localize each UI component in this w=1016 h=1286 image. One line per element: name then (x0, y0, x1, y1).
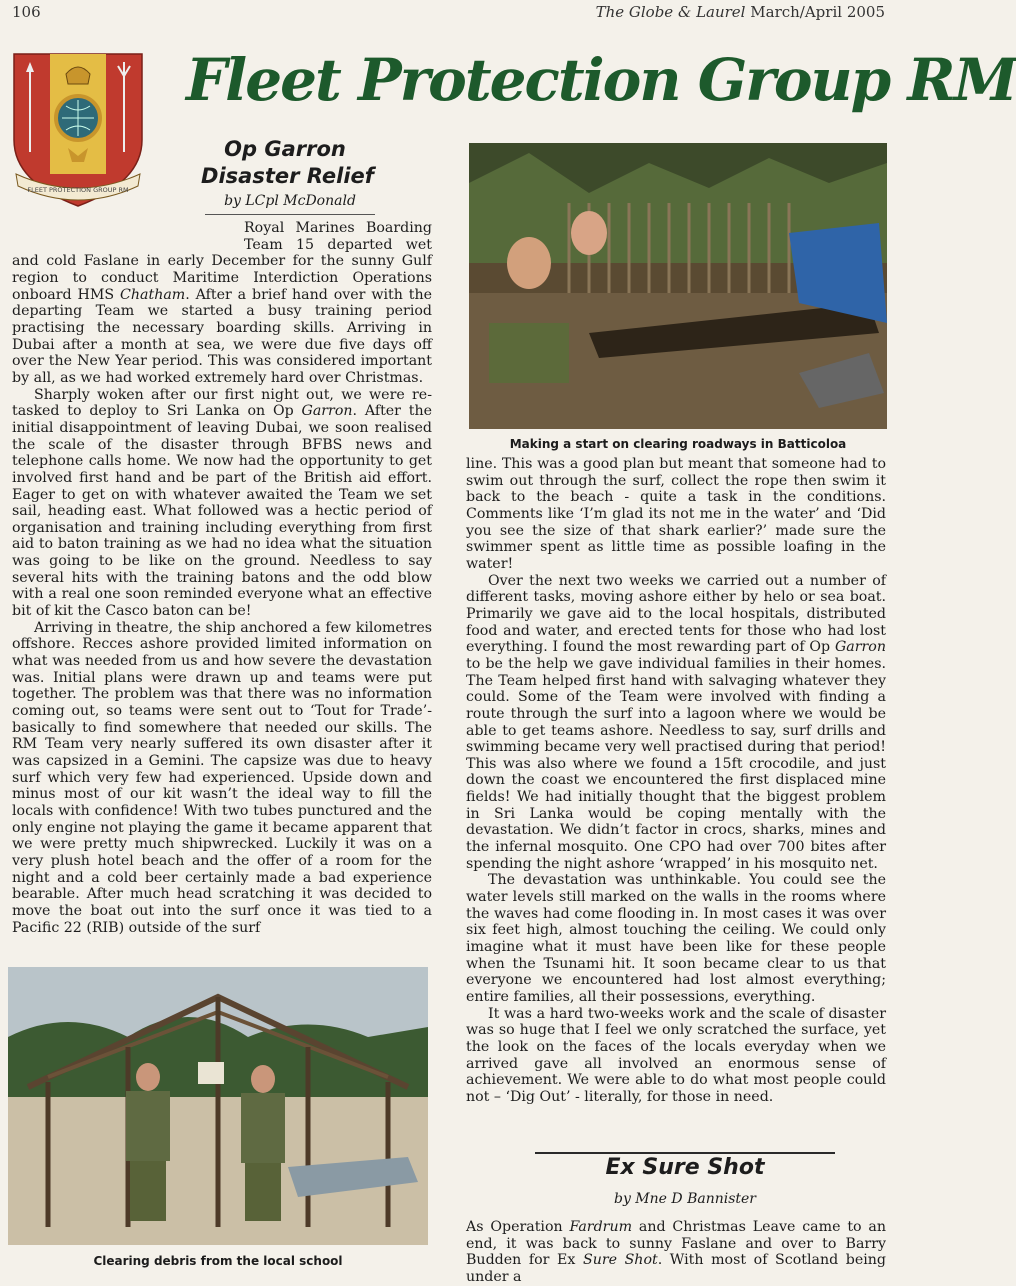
ex-sure-shot-byline: by Mne D Bannister (613, 1191, 757, 1207)
paragraph-6: It was a hard two-weeks work and the scale of disaster was so huge that I feel we only scratched the surface, yet the look on the faces of the locals everyday when we arrived gave all involved an enormous sense of achievement. We were able to do what most people could not – ‘Dig Out’ - literally, for those in need. (466, 1005, 886, 1105)
exercise-name: Sure Shot (582, 1252, 658, 1269)
byline-rule (205, 214, 375, 215)
publication-title: The Globe & Laurel (595, 3, 746, 21)
paragraph-4: Over the next two weeks we carried out a number of different tasks, moving ashore either by helo or sea boat. Primarily we gave aid to the local hospitals, distributed food and water, and erected tents for those who had lost everything. I found the most rewarding part of Op Garron to be the help we gave individual families in their homes. The Team helped first hand with salvaging whatever they could. Some of the Team were involved with finding a route through the surf into a lagoon where we would be able to get teams ashore. Needless to say, surf drills and swimming became very well practised during that period! This was also where we found a 15ft crocodile, and just down the coast we encountered the first displaced mine fields! We had initially thought that the biggest problem in Sri Lanka would be coping mentally with the devastation. We didn’t factor in crocs, sharks, mines and the infernal mosquito. One CPO had over 700 bites after spending the night ashore ‘wrapped’ in his mosquito net. (466, 572, 886, 872)
photo2-caption: Clearing debris from the local school (93, 1254, 343, 1268)
photo-clearing-roadways (469, 143, 887, 429)
photo-clearing-school-debris (8, 967, 428, 1245)
photo1-caption: Making a start on clearing roadways in Batticoloa (509, 437, 847, 451)
crest-ribbon-text: FLEET PROTECTION GROUP RM (27, 186, 129, 194)
paragraph-5: The devastation was unthinkable. You could see the water levels still marked on the walls in the rooms where the waves had come flooding in. In most cases it was over six feet high, almost touching the ceiling. We could only imagine what it must have been like for these people when the Tsunami hit. It soon became clear to us that everyone we encountered had lost almost everything; entire families, all their possessions, everything. (466, 872, 886, 1005)
fleet-protection-crest-logo (12, 52, 144, 212)
page-number: 106 (12, 3, 41, 21)
article-byline: by LCpl McDonald (224, 193, 356, 209)
paragraph-2: Sharply woken after our first night out, we were re-tasked to deploy to Sri Lanka on Op Garron. After the initial disappointment of leaving Dubai, we soon realised the scale of the disaster through BFBS news and telephone calls home. We now had the opportunity to get involved first hand and be part of the British aid effort. Eager to get on with whatever awaited the Team we set sail, heading east. What followed was a hectic period of organisation and training including everything from first aid to baton training as we had no idea what the situation was going to be like on the ground. Needless to say several hits with the training batons and the odd blow with a real one soon reminded everyone what an effective bit of kit the Casco baton can be! (12, 386, 432, 620)
ship-name: Chatham (120, 286, 186, 303)
running-header (596, 3, 885, 21)
operation-name: Garron (301, 403, 353, 420)
article-left-column (12, 220, 432, 936)
article-title-line2: Disaster Relief (201, 164, 374, 188)
operation-name: Garron (834, 639, 886, 656)
ex-sure-shot-title: Ex Sure Shot (605, 1155, 765, 1180)
article-title-line1: Op Garron (224, 137, 346, 161)
ex-paragraph-1: As Operation Fardrum and Christmas Leave came to an end, it was back to sunny Faslane and over to Barry Budden for Ex Sure Shot. With most of Scotland being under a (466, 1219, 886, 1285)
operation-name: Fardrum (569, 1219, 633, 1235)
paragraph-3: Arriving in theatre, the ship anchored a few kilometres offshore. Recces ashore provided limited information on what was needed from us and how severe the devastation was. Initial plans were drawn up and teams were put together. The problem was that there was no information coming out, so teams were sent out to ‘Tout for Trade’- basically to find somewhere that needed our skills. The RM Team very nearly suffered its own disaster after it was capsized in a Gemini. The capsize was due to heavy surf which very few had experienced. Upside down and minus most of our kit wasn’t the ideal way to fill the locals with confidence! With two tubes punctured and the only engine not playing the game it became apparent that we were pretty much shipwrecked. Luckily it was on a very plush hotel beach and the offer of a room for the night and a cold beer certainly made a bad experience bearable. After much head scratching it was decided to move the boat out into the surf once it was tied to a Pacific 22 (RIB) outside of the surf (12, 619, 432, 936)
article-right-column (466, 456, 886, 1106)
section-divider (535, 1152, 835, 1154)
crest-text-wrap-spacer (12, 220, 242, 253)
issue-date: March/April 2005 (750, 3, 885, 21)
ex-sure-shot-body (466, 1219, 886, 1286)
page-headline: Fleet Protection Group RM (186, 46, 1016, 114)
paragraph-3-continued: line. This was a good plan but meant that someone had to swim out through the surf, collect the rope then swim it back to the beach - quite a task in the conditions. Comments like ‘I’m glad its not me in the water’ and ‘Did you see the size of that shark earlier?’ made sure the swimmer spent as little time as possible loafing in the water! (466, 456, 886, 572)
paragraph-1: Royal Marines Boarding Team 15 departed wet and cold Faslane in early December for the sunny Gulf region to conduct Maritime Interdiction Operations onboard HMS Chatham. After a brief hand over with the departing Team we started a busy training period practising the necessary boarding skills. Arriving in Dubai after a month at sea, we were due five days off over the New Year period. This was considered important by all, as we had worked extremely hard over Christmas. (12, 220, 432, 386)
